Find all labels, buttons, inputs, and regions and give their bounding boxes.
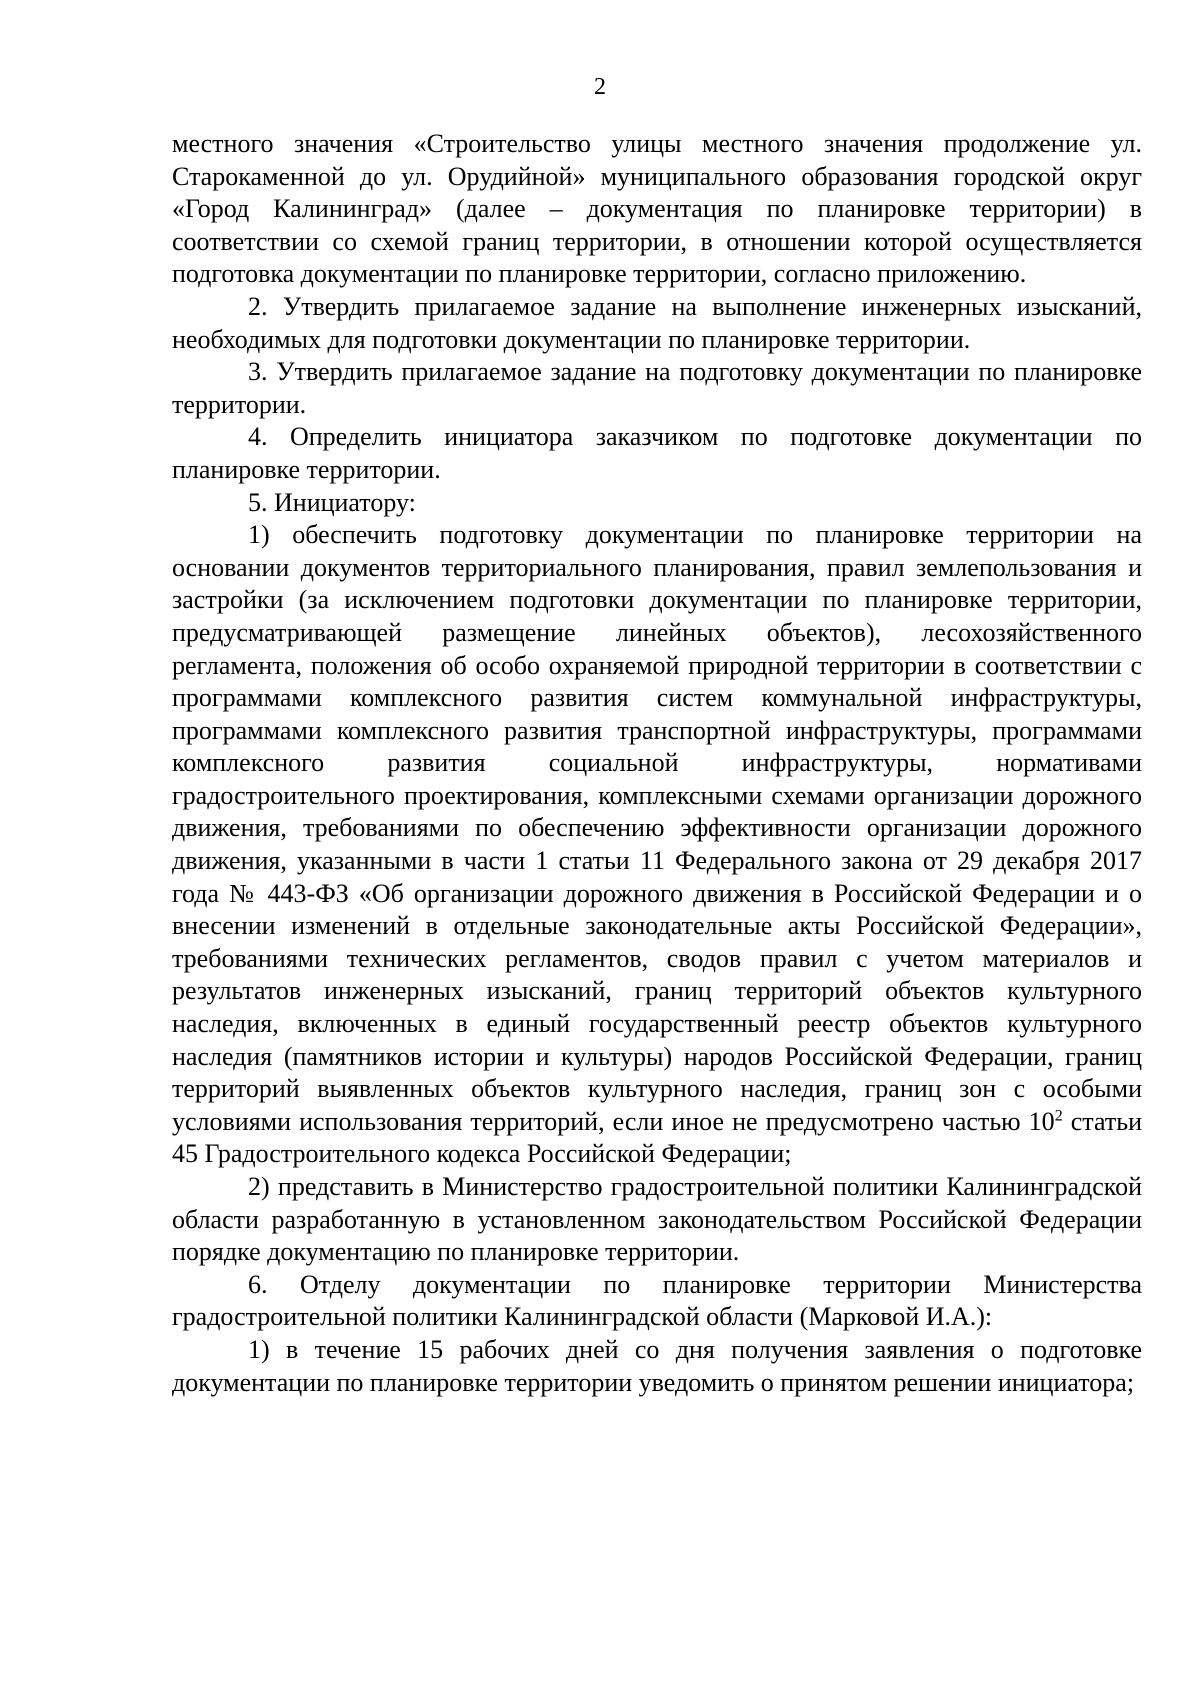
superscript-index: 2 — [1054, 1107, 1063, 1125]
paragraph-item-6: 6. Отделу документации по планировке территории Министерства градостроительной политики Калининградской области (Марковой И.А.): — [172, 1269, 1142, 1332]
paragraph-continuation: местного значения «Строительство улицы местного значения продолжение ул. Старокаменной до ул. Орудийной» муниципального образования городской округ «Город Калининград» (далее – документация по планировке территории) в соответствии со схемой границ территории, в отношении которой осуществляется подготовка документации по планировке территории, согласно приложению. — [172, 129, 1142, 289]
paragraph-item-6-1: 1) в течение 15 рабочих дней со дня получения заявления о подготовке документации по планировке территории уведомить о принятом решении инициатора; — [172, 1334, 1142, 1397]
document-body — [172, 128, 1142, 1399]
paragraph-item-5-1 — [172, 519, 1142, 1171]
page-number: 2 — [594, 74, 606, 100]
paragraph-item-3: 3. Утвердить прилагаемое задание на подготовку документации по планировке территории. — [172, 357, 1142, 419]
paragraph-item-5-2: 2) представить в Министерство градостроительной политики Калининградской области разработанную в установленном законодательством Российской Федерации порядке документацию по планировке территории. — [172, 1172, 1142, 1267]
paragraph-item-5: 5. Инициатору: — [248, 487, 416, 517]
paragraph-item-5-1-text-end: статьи 45 Градостроительного кодекса Российской Федерации; — [172, 1106, 1142, 1169]
paragraph-item-2: 2. Утвердить прилагаемое задание на выполнение инженерных изысканий, необходимых для подготовки документации по планировке территории. — [172, 291, 1142, 354]
paragraph-item-5-1-text: 1) обеспечить подготовку документации по планировке территории на основании документов территориального планирования, правил землепользования и застройки (за исключением подготовки документации по планировке территории, предусматривающей размещение линейных объектов), лесохозяйственного регламента, положения об особо охраняемой природной территории в соответствии с программами комплексного развития систем коммунальной инфраструктуры, программами комплексного развития транспортной инфраструктуры, программами комплексного развития социальной инфраструктуры, нормативами градостроительного проектирования, комплексными схемами организации дорожного движения, требованиями по обеспечению эффективности организации дорожного движения, указанными в части 1 статьи 11 Федерального закона от 29 декабря 2017 года № 443-ФЗ «Об организации дорожного движения в Российской Федерации и о внесении изменений в отдельные законодательные акты Российской Федерации», требованиями технических регламентов, сводов правил с учетом материалов и результатов инженерных изысканий, границ территорий объектов культурного наследия, включенных в единый государственный реестр объектов культурного наследия (памятников истории и культуры) народов Российской Федерации, границ территорий выявленных объектов культурного наследия, границ зон с особыми условиями использования территорий, если иное не предусмотрено частью 10 — [172, 520, 1142, 1136]
paragraph-item-4: 4. Определить инициатора заказчиком по подготовке документации по планировке территории. — [172, 422, 1142, 484]
